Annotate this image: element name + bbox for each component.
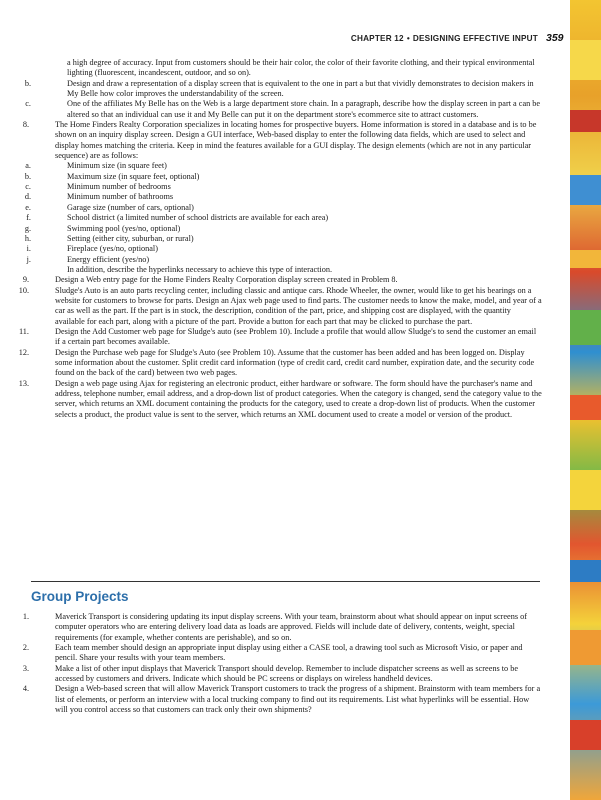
field-item: b. Maximum size (in square feet, optional): [24, 171, 200, 181]
group-project-3: 3. Make a list of other input displays that Maverick Transport should develop. Remember to include dispatcher screens as well as screens to be accessed by customers and drivers. Indicate which should be PC screens or displays on wireless handheld devices.: [22, 663, 519, 684]
decorative-art-strip: [570, 0, 601, 800]
group-projects-heading: Group Projects: [31, 589, 129, 604]
problem-10: 10. Sludge's Auto is an auto parts recycling center, including classic and antique cars. Rhode Wheeler, the owner, would like to get his bearings on a website for customers to browse for parts. Design an Ajax web page used to find parts. The customer needs to know the make, model, and year of a car as well as the part. If the part is in stock, the description, condition of the part, price, and shipping cost are displayed, with the quantity available for each part, along with a picture of the part. Provide a button for each part that may be clicked to purchase the part.: [18, 285, 542, 326]
field-item: c. Minimum number of bedrooms: [25, 182, 171, 192]
subitem-b: b. Design and draw a representation of a display screen that is equivalent to the one in part a but that vividly demonstrates to decision makers in My Belle how color improves the understandability of the screen.: [24, 78, 534, 99]
subitem-c: c. One of the affiliates My Belle has on the Web is a large department store chain. In a paragraph, describe how the display screen in part a can be altered so that an individual can use it and My Belle can put it on the department store's ecommerce site to attract customers.: [25, 99, 541, 119]
field-item: i. Fireplace (yes/no, optional): [26, 244, 158, 254]
group-project-2: 2. Each team member should design an appropriate input display using either a CASE tool, a drawing tool such as Microsoft Visio, or paper and pencil. Share your results with your team members.: [22, 643, 523, 663]
field-item: j. Energy efficient (yes/no): [26, 254, 150, 264]
header-title: CHAPTER 12 • DESIGNING EFFECTIVE INPUT: [350, 34, 538, 43]
field-item: h. Setting (either city, suburban, or rural): [24, 233, 194, 243]
problem-13: 13. Design a web page using Ajax for registering an electronic product, either hardware or software. The form should have the purchaser's name and address, telephone number, email address, and a drop-down list of product categories. When the category is changed, send the category value to the server, which returns an XML document containing the products for the category, used to create a drop-down list of products. When the customer selects a product, the product value is sent to the server, which returns an XML document used to create a model or version of the product.: [18, 378, 542, 419]
field-item: e. Garage size (number of cars, optional): [25, 202, 194, 212]
group-project-4: 4. Design a Web-based screen that will allow Maverick Transport customers to track the progress of a shipment. Brainstorm with team members for a list of elements, or perform an interview with a local trucking company to find out its requirements. List what hyperlinks will be essential. How will you control access so that customers can track only their own shipments?: [22, 684, 541, 715]
field-item: f. School district (a limited number of school districts are available for each area): [26, 213, 329, 223]
problem-11: 11. Design the Add Customer web page for Sludge's auto (see Problem 10). Include a profile that would allow Sludge's to send the customer an email if a certain part becomes available.: [18, 326, 537, 347]
group-project-1: 1. Maverick Transport is considering updating its input display screens. With your team, brainstorm about what should appear on input screens of computer operators who are entering delivery load data as loads are approved. Fields will include date of delivery, contents, weight, special requirements (for example, whether contents are perishable), and so on.: [22, 612, 527, 642]
field-item: d. Minimum number of bathrooms: [24, 192, 174, 202]
problem-8-closing: In addition, describe the hyperlinks necessary to achieve this type of interaction.: [67, 264, 333, 274]
page-number: 359: [546, 32, 564, 44]
group-projects-list: [22, 612, 542, 715]
running-header: [0, 22, 601, 42]
problem-12: 12. Design the Purchase web page for Sludge's Auto (see Problem 10). Assume that the customer has been added and has been logged on. Display some information about the customer. Split credit card information (type of credit card, credit card number, expiration date, and the security code found on the back of the card) between two web pages.: [18, 347, 535, 378]
problem-9: 9. Design a Web entry page for the Home Finders Realty Corporation display screen created in Problem 8.: [22, 275, 398, 285]
field-item: g. Swimming pool (yes/no, optional): [24, 223, 181, 233]
exercise-list: [18, 58, 542, 420]
field-item: a. Minimum size (in square feet): [25, 161, 167, 171]
section-divider: [31, 581, 540, 582]
problem-8: 8. The Home Finders Realty Corporation specializes in locating homes for prospective buyers. Home information is stored in a database and is to be shown on an inquiry display screen. Design a GUI interface, Web-based display to enter the following data fields, which are used to select and display homes matching the criteria. Keep in mind the features available for a GUI display. The design elements (which are not in any particular sequence) are as follows:: [22, 120, 537, 161]
subitem-a-continued: a high degree of accuracy. Input from customers should be their hair color, the color of their favorite clothing, and their typical environmental lighting (fluorescent, incandescent, outdoor, and so on).: [67, 58, 535, 78]
